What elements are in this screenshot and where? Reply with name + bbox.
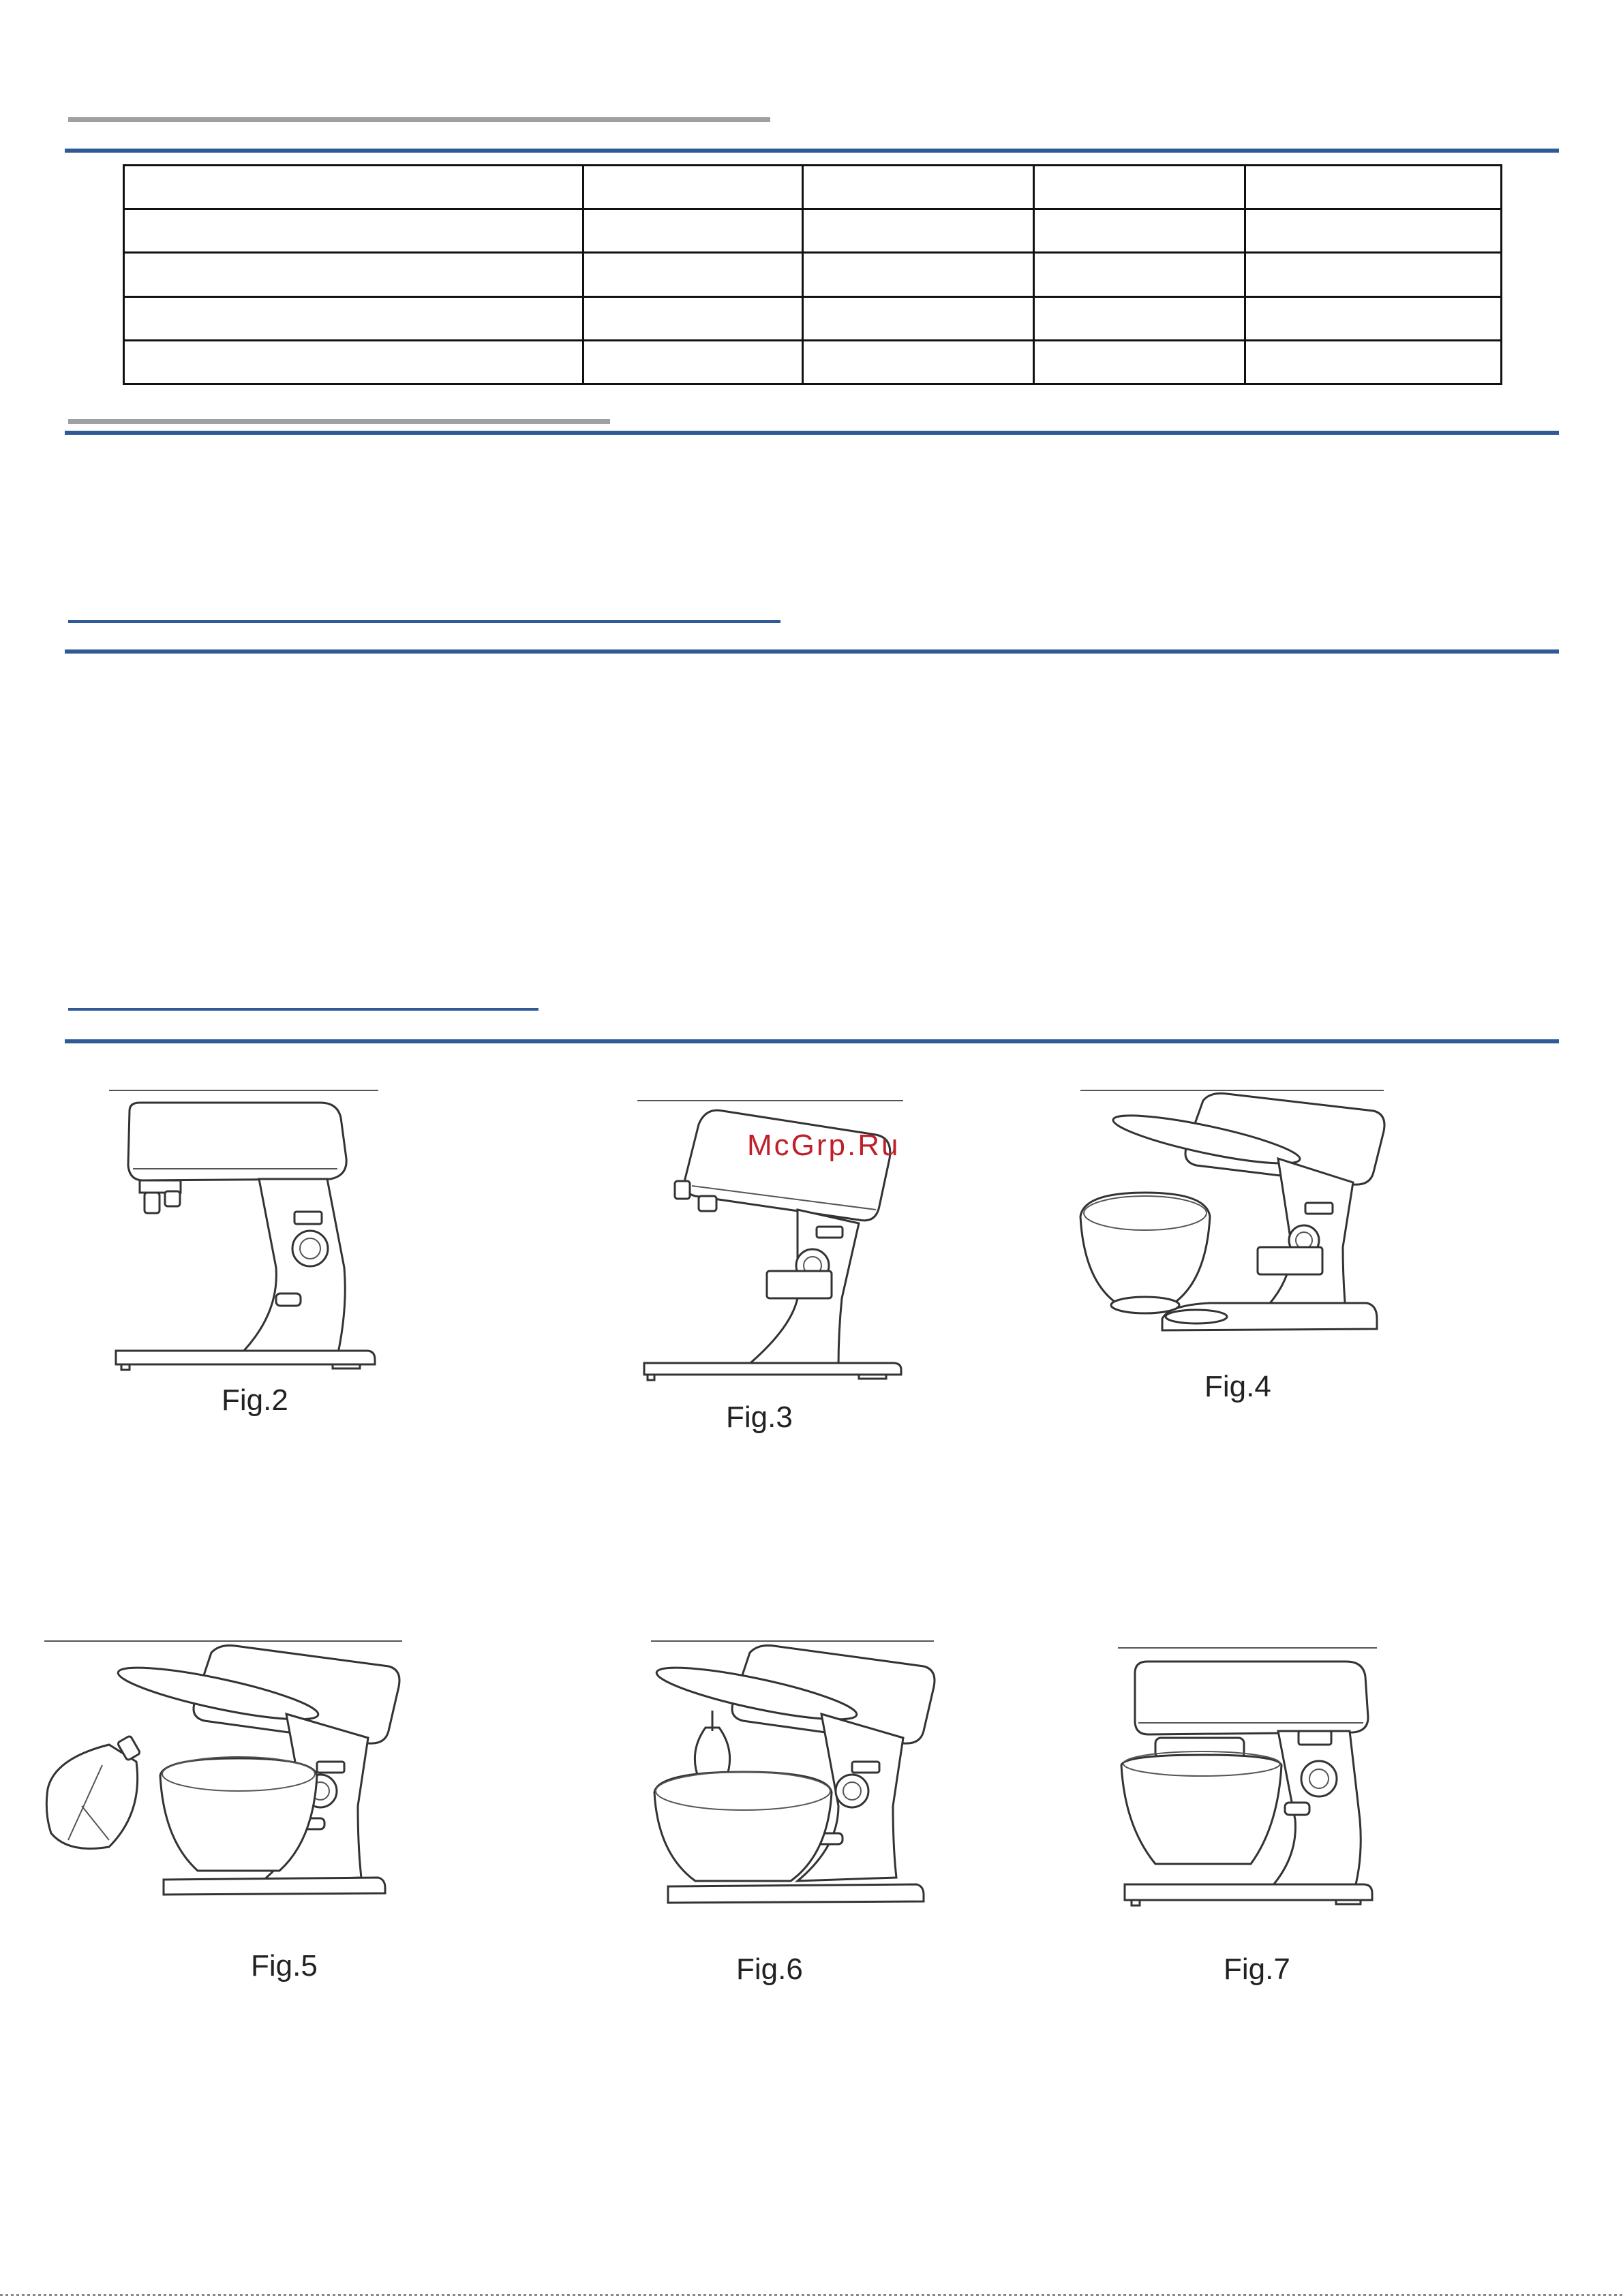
section-rule-2	[65, 431, 1559, 435]
table-cell	[1033, 253, 1245, 296]
section-rule-1	[65, 149, 1559, 153]
stand-mixer-bowl-removed-icon	[1074, 1084, 1387, 1370]
stand-mixer-head-down-icon	[102, 1084, 389, 1370]
figure-4-label: Fig.4	[1204, 1370, 1271, 1403]
figure-3-label: Fig.3	[726, 1400, 793, 1434]
figure-6-label: Fig.6	[736, 1953, 803, 1986]
table-cell	[1033, 296, 1245, 340]
table-row	[124, 296, 1502, 340]
stand-mixer-tool-in-bowl-icon	[648, 1636, 941, 1922]
figure-7	[1114, 1642, 1387, 1997]
figure-7-label: Fig.7	[1224, 1953, 1290, 1986]
table-cell	[802, 166, 1033, 209]
table-cell	[583, 166, 802, 209]
table-cell	[802, 296, 1033, 340]
stand-mixer-attach-tool-icon	[41, 1636, 409, 1922]
table-cell	[583, 340, 802, 384]
table-cell	[124, 209, 583, 253]
figure-2-label: Fig.2	[222, 1383, 288, 1417]
table-cell	[583, 209, 802, 253]
table-row	[124, 166, 1502, 209]
table-cell	[583, 296, 802, 340]
table-cell	[802, 253, 1033, 296]
table-cell	[583, 253, 802, 296]
table-cell	[1245, 209, 1501, 253]
section-rule-3	[65, 649, 1559, 654]
table-cell	[1033, 209, 1245, 253]
table-cell	[124, 253, 583, 296]
section-heading-3	[68, 620, 780, 623]
table-cell	[124, 166, 583, 209]
spec-table	[123, 164, 1502, 385]
table-cell	[802, 340, 1033, 384]
watermark-text: McGrp.Ru	[747, 1129, 900, 1162]
table-row	[124, 253, 1502, 296]
table-cell	[124, 296, 583, 340]
section-rule-4	[65, 1039, 1559, 1043]
table-row	[124, 209, 1502, 253]
table-cell	[802, 209, 1033, 253]
figure-6	[648, 1636, 941, 1990]
table-cell	[1245, 340, 1501, 384]
table-cell	[1245, 166, 1501, 209]
table-row	[124, 340, 1502, 384]
table-cell	[1245, 296, 1501, 340]
figure-2	[102, 1084, 389, 1438]
section-heading-2	[68, 419, 610, 424]
table-cell	[1245, 253, 1501, 296]
figure-5	[41, 1636, 409, 1990]
stand-mixer-ready-icon	[1114, 1642, 1387, 1929]
table-cell	[1033, 340, 1245, 384]
figure-5-label: Fig.5	[251, 1949, 318, 1983]
table-cell	[1033, 166, 1245, 209]
figure-4	[1074, 1084, 1387, 1438]
section-heading-1	[68, 117, 770, 122]
section-heading-4	[68, 1008, 539, 1011]
table-cell	[124, 340, 583, 384]
